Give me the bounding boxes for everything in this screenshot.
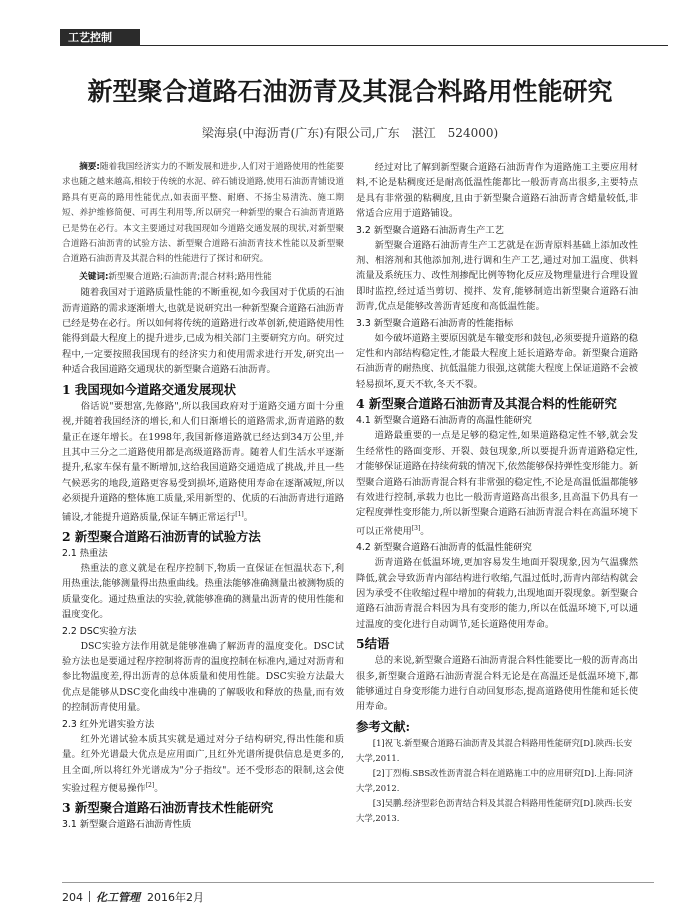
section-3-3-text: 如今破坏道路主要原因就是车辙变形和鼓包,必须要提升道路的稳定性和内部结构稳定性,才能最大程度上延长道路寿命。新型聚合道路石油沥青的耐热度、抗低温能力很强,这就能大程度上保证道路不会被轻易损坏,夏天不软,冬天不裂。 bbox=[356, 332, 638, 390]
footer-rule bbox=[62, 882, 654, 883]
section-4-2-text: 沥青道路在低温环境,更加容易发生地面开裂现象,因为气温骤然降低,就会导致沥青内部结构进行收缩,气温过低时,沥青内部结构就会因为承受不住收缩过程中增加的荷载力,出现地面开裂现象。新型聚合道路石油沥青混合料因为具有变形的能力,所以在低温环境下,可以通过温度的变化进行自动调节,延长道路使用寿命。 bbox=[356, 557, 638, 630]
section-2-2-text: DSC实验方法作用就是能够准确了解沥青的温度变化。DSC试验方法也是要通过程序控制将沥青的温度控制在标准内,通过对沥青和参比物温度差,得出沥青的总体质量和使用性能。DSC实验方法最大优点是能够从DSC变化曲线中准确的了解吸收和释放的热量,而有效的控制沥青使用量。 bbox=[62, 640, 344, 714]
section-2-3-body: 红外光谱试验本质其实就是通过对分子结构研究,得出性能和质量。红外光谱最大优点是应用面广,且红外光谱所提供信息是更多的,且全面,所以将红外光谱成为"分子指纹"。还不受形态的限制,这会使实验过程方便易操作 bbox=[62, 733, 344, 794]
references-heading: 参考文献: bbox=[356, 718, 411, 734]
section-5-heading: 5结语 bbox=[356, 636, 390, 652]
section-3-1-text: 经过对比了解到新型聚合道路石油沥青作为道路施工主要应用材料,不论是粘稠度还是耐高低温性能都比一般沥青高出很多,主要特点是具有非常强的粘稠度,且由于新型聚合道路石油沥青含蜡量较低,非常适合应用于道路铺设。 bbox=[356, 162, 638, 220]
intro-paragraph: 随着我国对于道路质量性能的不断重视,如今我国对于优质的石油沥青道路的需求逐渐增大,也就是说研究出一种新型聚合道路石油沥青已经是势在必行。所以如何将传统的道路进行改革创新,使道路使用性能得到最大程度上的提升进步,已成为相关部门主要研究方向。研究过程中,一定要按照我国现有的经济实力和使用需求进行开发,研究出一种适合我国道路交通现状的新型聚合道路石油沥青。 bbox=[62, 287, 344, 376]
section-4-1-body: 道路最重要的一点是足够的稳定性,如果道路稳定性不够,就会发生经常性的路面变形、开裂、鼓包现象,所以要提升沥青道路稳定性,才能够保证道路在持续荷载的情况下,依然能够保持弹性变形能力。新型聚合道路石油沥青混合料有非常强的稳定性,不论是高温低温都能够有效进行控制,承载力也比一般沥青道路高出很多,且高温下仍具有一定程度弹性变形能力,所以新型聚合道路石油沥青混合料在高温环境下可以正常使用 bbox=[356, 430, 638, 537]
sentence-end: 。 bbox=[154, 783, 164, 794]
right-column bbox=[356, 160, 638, 880]
footer bbox=[62, 889, 204, 905]
keywords-label: 关键词: bbox=[79, 271, 109, 282]
section-3-1-heading: 3.1 新型聚合道路石油沥青性质 bbox=[62, 819, 192, 831]
sentence-end: 。 bbox=[420, 525, 430, 537]
citation: [2] bbox=[145, 781, 155, 789]
section-tag: 工艺控制 bbox=[60, 29, 140, 46]
section-4-heading: 4 新型聚合道路石油沥青及其混合料的性能研究 bbox=[356, 396, 617, 412]
section-1-heading: 1 我国现如今道路交通发展现状 bbox=[62, 381, 237, 397]
keywords bbox=[62, 270, 344, 285]
issue-date: 2016年2月 bbox=[147, 891, 204, 904]
section-3-3-heading: 3.3 新型聚合道路石油沥青的性能指标 bbox=[356, 317, 514, 329]
header-rule bbox=[140, 45, 668, 46]
section-2-3-heading: 2.3 红外光谱实验方法 bbox=[62, 718, 155, 730]
section-2-2-heading: 2.2 DSC实验方法 bbox=[62, 625, 137, 637]
reference-item: [1]祝飞.新型聚合道路石油沥青及其混合料路用性能研究[D].陕西:长安大学,2011. bbox=[356, 737, 633, 763]
section-2-3-text bbox=[62, 732, 344, 797]
section-4-1-heading: 4.1 新型聚合道路石油沥青的高温性能研究 bbox=[356, 415, 532, 427]
author-line: 梁海泉(中海沥青(广东)有限公司,广东 湛江 524000) bbox=[201, 126, 499, 140]
section-4-1-text bbox=[356, 428, 638, 539]
journal-name: 化工管理 bbox=[96, 891, 140, 904]
section-2-1-heading: 2.1 热重法 bbox=[62, 548, 108, 560]
section-3-2-heading: 3.2 新型聚合道路石油沥青生产工艺 bbox=[356, 224, 504, 236]
keywords-text: 新型聚合道路;石油沥青;混合材料;路用性能 bbox=[108, 271, 272, 282]
section-3-2-text: 新型聚合道路石油沥青生产工艺就是在沥青原料基础上添加改性剂、相溶剂和其他添加剂,进行调和生产工艺,通过对加工温度、供料流量及系统压力、改性剂掺配比例等物化反应及物理量进行合理设置即时监控,经过适当剪切、搅拌、发育,能够制造出新型聚合道路石油沥青,优点是能够改善沥青延度和高低温性能。 bbox=[356, 239, 638, 313]
section-4-2-heading: 4.2 新型聚合道路石油沥青的低温性能研究 bbox=[356, 542, 532, 554]
abstract bbox=[62, 160, 344, 268]
section-2-1-text: 热重法的意义就是在程序控制下,物质一直保证在恒温状态下,利用热重法,能够测量得出热重曲线。热重法能够准确测量出被测物质的质量变化。通过热重法的实验,就能够准确的测量出沥青的使用性能和温度变化。 bbox=[62, 563, 344, 621]
left-column bbox=[62, 160, 344, 880]
section-3-heading: 3 新型聚合道路石油沥青技术性能研究 bbox=[62, 800, 274, 816]
page-number: 204 bbox=[62, 891, 83, 904]
abstract-text: 随着我国经济实力的不断发展和进步,人们对于道路使用的性能要求也随之越来越高,相较于传统的水泥、碎石铺设道路,使用石油沥青铺设道路具有更高的路用性能优点,如表面平整、耐磨、不扬尘易清洗、施工期短、养护维修简便、可再生利用等,所以研究一种新型的聚合石油沥青道路已是势在必行。本文主要通过对我国现如今道路交通发展的现状,对新型聚合道路石油沥青的试验方法、新型聚合道路石油沥青技术性能以及新型聚合道路石油沥青及其混合料的性能进行了探讨和研究。 bbox=[62, 162, 344, 265]
citation: [1] bbox=[235, 510, 244, 518]
section-1-body: 俗话说"要想富,先修路",所以我国政府对于道路交通方面十分重视,并随着我国经济的增长,和人们日渐增长的道路需求,沥青道路的数量正在逐年增长。在1998年,我国新修道路就已经达到34万公里,并且其中三分之二道路使用都是高级道路沥青。随着人们生活水平逐渐提升,私家车保有量不断增加,这给我国道路交通造成了挑战,并且一些气候恶劣的地段,道路更容易受到损坏,道路使用寿命在逐渐减短,所以必须提升道路的整体施工质量,采用新型的、优质的石油沥青进行道路铺设,才能提升道路质量,保证车辆正常运行 bbox=[62, 400, 344, 523]
reference-item: [3]吴鹏.经济型彩色沥青结合料及其混合料路用性能研究[D].陕西:长安大学,2013. bbox=[356, 797, 633, 823]
reference-item: [2]丁烈梅.SBS改性沥青混合料在道路施工中的应用研究[D].上海:同济大学,2012. bbox=[356, 767, 634, 793]
footer-separator bbox=[89, 891, 90, 902]
sentence-end: 。 bbox=[243, 511, 254, 523]
section-1-text bbox=[62, 399, 344, 525]
section-5-text: 总的来说,新型聚合道路石油沥青混合料性能要比一般的沥青高出很多,新型聚合道路石油沥青混合料无论是在高温还是低温环境下,都能够通过自身变形能力进行自动回复形态,提高道路使用性能和延长使用寿命。 bbox=[356, 655, 638, 713]
section-2-heading: 2 新型聚合道路石油沥青的试验方法 bbox=[62, 529, 261, 545]
paper-title: 新型聚合道路石油沥青及其混合料路用性能研究 bbox=[87, 77, 613, 106]
citation: [3] bbox=[411, 524, 421, 532]
abstract-label: 摘要: bbox=[79, 162, 100, 172]
